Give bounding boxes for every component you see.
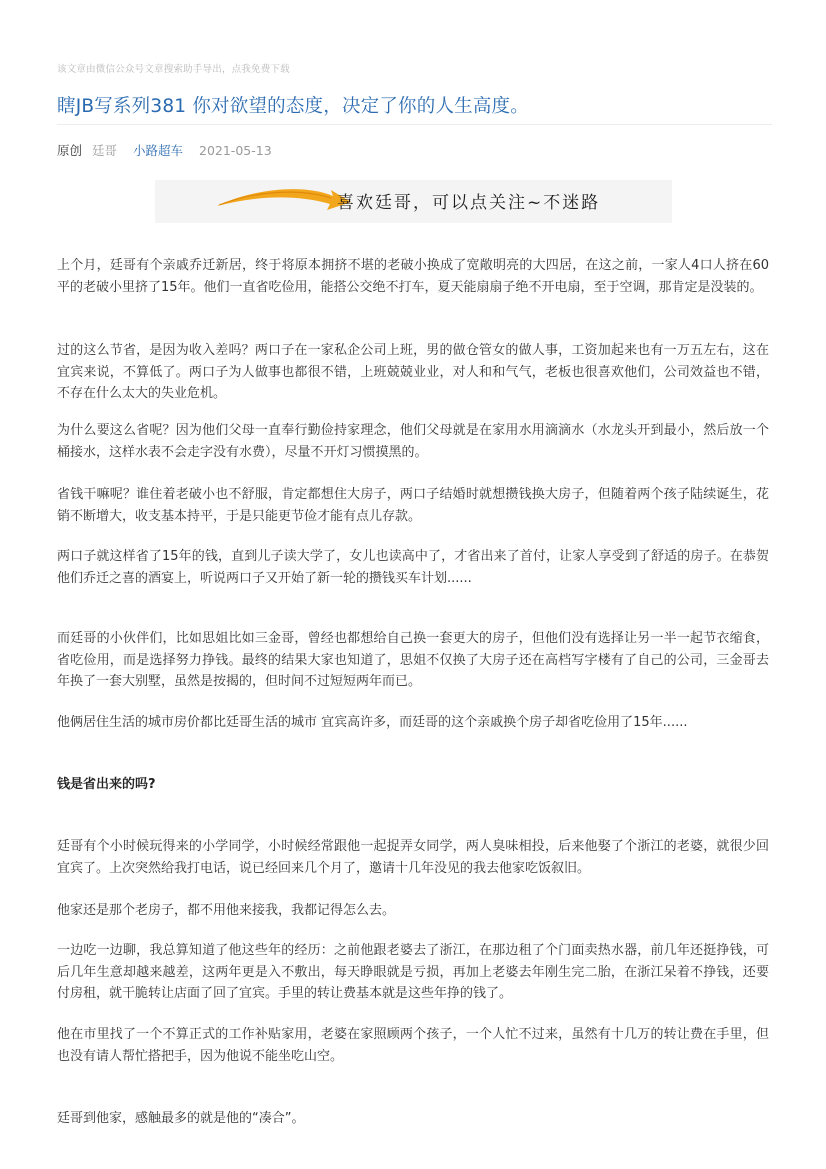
paragraph: 为什么要这么省呢？因为他们父母一直奉行勤俭持家理念，他们父母就是在家用水用滴滴水（水龙头开到最小，然后放一个桶接水，这样水表不会走字没有水费），尽量不开灯习惯摸黑的。 <box>57 423 769 460</box>
follow-banner <box>155 180 672 223</box>
paragraph: 他俩居住生活的城市房价都比廷哥生活的城市 宜宾高许多，而廷哥的这个亲戚换个房子却省吃俭用了15年...... <box>57 715 688 730</box>
section-heading: 钱是省出来的吗? <box>57 777 156 792</box>
article-meta <box>57 141 272 159</box>
paragraph: 他家还是那个老房子，都不用他来接我，我都记得怎么去。 <box>57 903 396 918</box>
paragraph: 一边吃一边聊，我总算知道了他这些年的经历：之前他跟老婆去了浙江，在那边租了个门面卖热水器，前几年还挺挣钱，可后几年生意却越来越差，这两年更是入不敷出，每天睁眼就是亏损，再加上老婆去年刚生完二胎，在浙江呆着不挣钱，还要付房租，就干脆转让店面了回了宜宾。手里的转让费基本就是这些年挣的钱了。 <box>57 943 769 1001</box>
author-name: 廷哥 <box>92 143 118 158</box>
paragraph: 他在市里找了一个不算正式的工作补贴家用，老婆在家照顾两个孩子，一个人忙不过来，虽然有十几万的转让费在手里，但也没有请人帮忙搭把手，因为他说不能坐吃山空。 <box>57 1027 769 1064</box>
paragraph: 省钱干嘛呢？谁住着老破小也不舒服，肯定都想住大房子，两口子结婚时就想攒钱换大房子，但随着两个孩子陆续诞生，花销不断增大，收支基本持平，于是只能更节俭才能有点儿存款。 <box>57 487 769 524</box>
export-notice-link[interactable]: 该文章由微信公众号文章搜索助手导出，点我免费下载 <box>57 64 290 75</box>
banner-text: 喜欢廷哥，可以点关注~不迷路 <box>337 193 601 213</box>
paragraph: 廷哥有个小时候玩得来的小学同学，小时候经常跟他一起捉弄女同学，两人臭味相投，后来他娶了个浙江的老婆，就很少回宜宾了。上次突然给我打电话，说已经回来几个月了，邀请十几年没见的我去他家吃饭叙旧。 <box>57 839 769 876</box>
account-name-link[interactable]: 小路超车 <box>133 143 184 158</box>
article-title: 瞎JB写系列381 你对欲望的态度，决定了你的人生高度。 <box>57 96 529 117</box>
title-divider <box>57 124 772 125</box>
paragraph: 两口子就这样省了15年的钱，直到儿子读大学了，女儿也读高中了，才省出来了首付，让家人享受到了舒适的房子。在恭贺他们乔迁之喜的酒宴上，听说两口子又开始了新一轮的攒钱买车计划...... <box>57 549 769 586</box>
paragraph: 上个月，廷哥有个亲戚乔迁新居，终于将原本拥挤不堪的老破小换成了宽敞明亮的大四居，在这之前，一家人4口人挤在60平的老破小里挤了15年。他们一直省吃俭用，能搭公交绝不打车，夏天能扇扇子绝不开电扇，至于空调，那肯定是没装的。 <box>57 258 769 295</box>
original-tag: 原创 <box>57 143 83 158</box>
paragraph: 而廷哥的小伙伴们，比如思姐比如三金哥，曾经也都想给自己换一套更大的房子，但他们没有选择让另一半一起节衣缩食，省吃俭用，而是选择努力挣钱。最终的结果大家也知道了，思姐不仅换了大房子还在高档写字楼有了自己的公司，三金哥去年换了一套大别墅，虽然是按揭的，但时间不过短短两年而已。 <box>57 631 769 689</box>
paragraph: 廷哥到他家，感触最多的就是他的“凑合”。 <box>57 1111 305 1126</box>
paragraph: 过的这么节省，是因为收入差吗？两口子在一家私企公司上班，男的做仓管女的做人事，工资加起来也有一万五左右，这在宜宾来说，不算低了。两口子为人做事也都很不错，上班兢兢业业，对人和和气气，老板也很喜欢他们，公司效益也不错，不存在什么太大的失业危机。 <box>57 343 769 401</box>
publish-date: 2021-05-13 <box>199 143 272 158</box>
